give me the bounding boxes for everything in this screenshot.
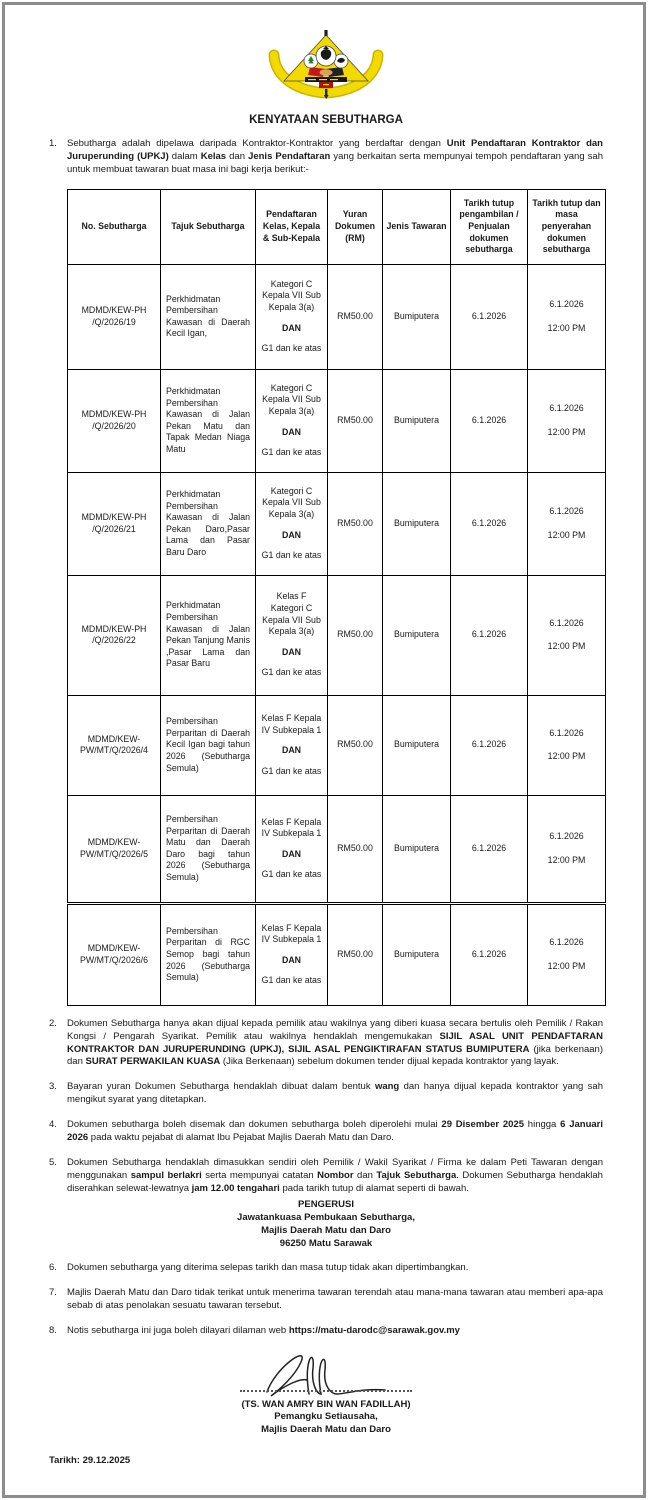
- notice-paragraph: [49, 1157, 603, 1196]
- paragraph-number: 4.: [49, 1119, 57, 1131]
- cell-tarikh-tutup: 6.1.2026: [451, 575, 528, 695]
- cell-penyerahan: [528, 695, 606, 795]
- cell-yuran: RM50.00: [328, 369, 383, 472]
- paragraph-text: Dokumen sebutharga boleh disemak dan dokumen sebutharga boleh diperolehi mulai 29 Disember 2025 hingga 6 Januari 2026 pada waktu pejabat di alamat Ibu Pejabat Majlis Daerah Matu dan Daro.: [67, 1119, 603, 1144]
- paragraph-number: 7.: [49, 1287, 57, 1299]
- notice-paragraph: [49, 1119, 603, 1145]
- pendaftaran-line: G1 dan ke atas: [261, 343, 322, 354]
- cell-jenis-tawaran: Bumiputera: [383, 369, 451, 472]
- penyerahan-line: 6.1.2026: [549, 617, 584, 628]
- crest-icon: [261, 29, 391, 103]
- paragraph-text: Sebutharga adalah dipelawa daripada Kontraktor-Kontraktor yang berdaftar dengan Unit Pendaftaran Kontraktor dan Juruperunding (UPKJ) dalam Kelas dan Jenis Pendaftaran yang berkaitan serta mempunyai tempoh pendaftaran yang sah untuk membuat tawaran buat masa ini bagi kerja berikut:-: [67, 138, 603, 175]
- cell-no-sebutharga: MDMD/KEW-PW/MT/Q/2026/4: [68, 695, 161, 795]
- pendaftaran-line: G1 dan ke atas: [261, 975, 322, 986]
- pendaftaran-line: Kategori C Kepala VII Sub Kepala 3(a): [262, 485, 321, 519]
- address-line: PENGERUSI: [298, 1198, 354, 1210]
- pendaftaran-line: Kategori C Kepala VII Sub Kepala 3(a): [262, 382, 321, 416]
- pendaftaran-line: DAN: [281, 322, 302, 333]
- table-row: [68, 472, 606, 575]
- cell-pendaftaran: [256, 369, 328, 472]
- pendaftaran-line: DAN: [281, 954, 302, 965]
- cell-tarikh-tutup: 6.1.2026: [451, 472, 528, 575]
- paragraph-text: Dokumen Sebutharga hendaklah dimasukkan sendiri oleh Pemilik / Wakil Syarikat / Firma ke dalam Peti Tawaran dengan menggunakan sampul berlakri serta mempunyai catatan Nombor dan Tajuk Sebutharga. Dokumen Sebutharga hendaklah diserahkan selewat-lewatnya jam 12.00 tengahari pada tarikh tutup di alamat seperti di bawah.: [67, 1156, 603, 1194]
- penyerahan-line: 6.1.2026: [549, 299, 584, 310]
- cell-pendaftaran: [256, 472, 328, 575]
- paragraph-number: 8.: [49, 1324, 57, 1336]
- cell-tarikh-tutup: 6.1.2026: [451, 369, 528, 472]
- penyerahan-line: 6.1.2026: [549, 831, 584, 842]
- cell-tarikh-tutup: 6.1.2026: [451, 695, 528, 795]
- paragraph-text: Dokumen sebutharga yang diterima selepas tarikh dan masa tutup tidak akan dipertimbangkan.: [67, 1262, 469, 1274]
- cell-tarikh-tutup: 6.1.2026: [451, 795, 528, 903]
- cell-pendaftaran: [256, 795, 328, 903]
- cell-yuran: RM50.00: [328, 575, 383, 695]
- signatory-title: Pemangku Setiausaha,: [274, 1411, 378, 1423]
- penyerahan-line: 12:00 PM: [547, 322, 586, 333]
- notes-paragraphs: [49, 1018, 603, 1196]
- cell-tajuk: Pembersihan Perparitan di Daerah Matu dan Daerah Daro bagi tahun 2026 (Sebutharga Semula): [161, 795, 256, 903]
- paragraph-text: Majlis Daerah Matu dan Daro tidak terikat untuk menerima tawaran terendah atau mana-mana tawaran atau memberi apa-apa sebab di atas penolakan sesuatu tawaran tersebut.: [67, 1287, 603, 1311]
- table-header-cell: Tarikh tutup dan masa penyerahan dokumen sebutharga: [528, 189, 606, 264]
- pendaftaran-line: DAN: [281, 529, 302, 540]
- penyerahan-line: 6.1.2026: [549, 506, 584, 517]
- cell-tajuk: Pembersihan Perparitan di RGC Semop bagi tahun 2026 (Sebutharga Semula): [161, 903, 256, 1005]
- cell-jenis-tawaran: Bumiputera: [383, 695, 451, 795]
- cell-jenis-tawaran: Bumiputera: [383, 575, 451, 695]
- cell-penyerahan: [528, 575, 606, 695]
- cell-penyerahan: [528, 264, 606, 369]
- cell-no-sebutharga: MDMD/KEW-PH /Q/2026/19: [68, 264, 161, 369]
- penyerahan-line: 6.1.2026: [549, 937, 584, 948]
- pendaftaran-line: DAN: [281, 426, 302, 437]
- address-line: 96250 Matu Sarawak: [279, 1238, 373, 1250]
- pendaftaran-line: Kelas F Kepala IV Subkepala 1: [261, 922, 322, 945]
- notice-paragraph: [49, 1081, 603, 1107]
- pendaftaran-line: DAN: [281, 745, 302, 756]
- cell-pendaftaran: [256, 695, 328, 795]
- signature-block: [49, 1342, 603, 1437]
- pendaftaran-line: G1 dan ke atas: [261, 667, 322, 678]
- signatory-org: Majlis Daerah Matu dan Daro: [261, 1424, 391, 1436]
- paragraph-text: Dokumen Sebutharga hanya akan dijual kepada pemilik atau wakilnya yang diberi kuasa secara bertulis oleh Pemilik / Rakan Kongsi / Pengarah Syarikat. Pemilik atau wakilnya hendaklah mengemukakan SIJIL ASAL UNIT PENDAFTARAN KONTRAKTOR DAN JURUPERUNDING (UPKJ), SIJIL ASAL PENGIKTIRAFAN STATUS BUMIPUTERA (jika berkenaan) dan SURAT PERWAKILAN KUASA (Jika Berkenaan) sebelum dokumen tender dijual kepada kontraktor yang layak.: [67, 1017, 603, 1068]
- cell-no-sebutharga: MDMD/KEW-PH /Q/2026/21: [68, 472, 161, 575]
- paragraph-text: Bayaran yuran Dokumen Sebutharga hendaklah dibuat dalam bentuk wang dan hanya dijual kepada kontraktor yang sah mengikut syarat yang ditetapkan.: [67, 1081, 604, 1106]
- pendaftaran-line: Kelas F Kategori C Kepala VII Sub Kepala 3(a): [262, 591, 321, 637]
- cell-no-sebutharga: MDMD/KEW-PW/MT/Q/2026/6: [68, 903, 161, 1005]
- cell-yuran: RM50.00: [328, 472, 383, 575]
- cell-penyerahan: [528, 903, 606, 1005]
- penyerahan-line: 12:00 PM: [547, 960, 586, 971]
- cell-tajuk: Perkhidmatan Pembersihan Kawasan di Jalan Pekan Daro,Pasar Lama dan Pasar Baru Daro: [161, 472, 256, 575]
- pendaftaran-line: DAN: [281, 848, 302, 859]
- address-line: Jawatankuasa Pembukaan Sebutharga,: [237, 1211, 415, 1223]
- paragraph-text: Notis sebutharga ini juga boleh dilayari dilaman web https://matu-darodc@sarawak.gov.my: [67, 1324, 460, 1336]
- notice-paragraph: [49, 1018, 603, 1070]
- cell-jenis-tawaran: Bumiputera: [383, 795, 451, 903]
- notice-paragraph: [49, 1287, 603, 1313]
- cell-no-sebutharga: MDMD/KEW-PH /Q/2026/22: [68, 575, 161, 695]
- cell-pendaftaran: [256, 903, 328, 1005]
- paragraph-number: 3.: [49, 1081, 57, 1093]
- pendaftaran-line: Kelas F Kepala IV Subkepala 1: [261, 816, 322, 839]
- table-header-cell: Tarikh tutup pengambilan / Penjualan dokumen sebutharga: [451, 189, 528, 264]
- cell-jenis-tawaran: Bumiputera: [383, 903, 451, 1005]
- penyerahan-line: 12:00 PM: [547, 426, 586, 437]
- signature-dotted-line: [240, 1389, 412, 1392]
- cell-tarikh-tutup: 6.1.2026: [451, 264, 528, 369]
- penyerahan-line: 12:00 PM: [547, 751, 586, 762]
- pendaftaran-line: Kategori C Kepala VII Sub Kepala 3(a): [262, 278, 321, 312]
- signatory-name: (TS. WAN AMRY BIN WAN FADILLAH): [241, 1398, 411, 1410]
- notice-paragraph: [49, 1262, 603, 1275]
- tender-table: [67, 189, 606, 1006]
- table-row: [68, 695, 606, 795]
- table-header-cell: Tajuk Sebutharga: [161, 189, 256, 264]
- final-paragraphs: [49, 1262, 603, 1338]
- cell-penyerahan: [528, 795, 606, 903]
- cell-tajuk: Perkhidmatan Pembersihan Kawasan di Jalan Pekan Matu dan Tapak Medan Niaga Matu: [161, 369, 256, 472]
- page-title: KENYATAAN SEBUTHARGA: [249, 114, 403, 126]
- pendaftaran-line: Kelas F Kepala IV Subkepala 1: [261, 713, 322, 735]
- penyerahan-line: 12:00 PM: [547, 641, 586, 652]
- table-header-cell: Yuran Dokumen (RM): [328, 189, 383, 264]
- notice-paragraph: [49, 138, 603, 177]
- pendaftaran-line: G1 dan ke atas: [261, 869, 322, 880]
- paragraph-number: 5.: [49, 1156, 57, 1168]
- table-header-row: [68, 189, 606, 264]
- penyerahan-line: 6.1.2026: [549, 403, 584, 414]
- paragraph-number: 6.: [49, 1262, 57, 1274]
- intro-paragraphs: [49, 138, 603, 177]
- table-row: [68, 369, 606, 472]
- table-header-cell: No. Sebutharga: [68, 189, 161, 264]
- cell-tajuk: Pembersihan Perparitan di Daerah Kecil Igan bagi tahun 2026 (Sebutharga Semula): [161, 695, 256, 795]
- council-crest-logo: [49, 29, 603, 108]
- table-header-cell: Pendaftaran Kelas, Kepala & Sub-Kepala: [256, 189, 328, 264]
- penyerahan-line: 12:00 PM: [547, 529, 586, 540]
- table-row: [68, 903, 606, 1005]
- cell-yuran: RM50.00: [328, 695, 383, 795]
- cell-tarikh-tutup: 6.1.2026: [451, 903, 528, 1005]
- cell-tajuk: Perkhidmatan Pembersihan Kawasan di Jalan Pekan Tanjung Manis ,Pasar Lama dan Pasar Baru: [161, 575, 256, 695]
- submission-address-block: [49, 1198, 603, 1250]
- cell-yuran: RM50.00: [328, 903, 383, 1005]
- cell-jenis-tawaran: Bumiputera: [383, 472, 451, 575]
- penyerahan-line: 12:00 PM: [547, 854, 586, 865]
- pendaftaran-line: G1 dan ke atas: [261, 550, 322, 561]
- table-header-cell: Jenis Tawaran: [383, 189, 451, 264]
- cell-penyerahan: [528, 369, 606, 472]
- cell-no-sebutharga: MDMD/KEW-PH /Q/2026/20: [68, 369, 161, 472]
- table-row: [68, 264, 606, 369]
- paragraph-number: 1.: [49, 138, 57, 149]
- cell-no-sebutharga: MDMD/KEW-PW/MT/Q/2026/5: [68, 795, 161, 903]
- penyerahan-line: 6.1.2026: [549, 727, 584, 738]
- cell-pendaftaran: [256, 575, 328, 695]
- document-content: [5, 5, 643, 1466]
- paragraph-number: 2.: [49, 1017, 57, 1029]
- pendaftaran-line: G1 dan ke atas: [261, 765, 322, 776]
- cell-pendaftaran: [256, 264, 328, 369]
- cell-yuran: RM50.00: [328, 795, 383, 903]
- table-row: [68, 795, 606, 903]
- pendaftaran-line: G1 dan ke atas: [261, 447, 322, 458]
- cell-tajuk: Perkhidmatan Pembersihan Kawasan di Daerah Kecil Igan,: [161, 264, 256, 369]
- table-row: [68, 575, 606, 695]
- address-line: Majlis Daerah Matu dan Daro: [261, 1224, 391, 1236]
- cell-jenis-tawaran: Bumiputera: [383, 264, 451, 369]
- cell-yuran: RM50.00: [328, 264, 383, 369]
- pendaftaran-line: DAN: [281, 646, 302, 657]
- cell-penyerahan: [528, 472, 606, 575]
- document-page: [2, 2, 646, 1498]
- document-date: Tarikh: 29.12.2025: [49, 1455, 131, 1466]
- notice-paragraph: [49, 1325, 603, 1338]
